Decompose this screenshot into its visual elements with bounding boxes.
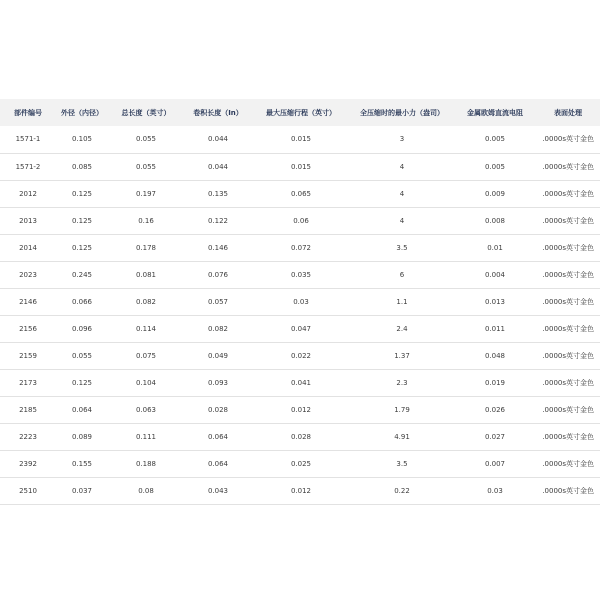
table-cell: 0.015: [252, 153, 350, 180]
table-cell: 0.037: [56, 477, 108, 504]
table-header-row: [0, 99, 600, 126]
table-cell: .0000s英寸金色: [536, 288, 600, 315]
table-cell: .0000s英寸金色: [536, 126, 600, 153]
table-cell: .0000s英寸金色: [536, 477, 600, 504]
table-cell: 3.5: [350, 450, 454, 477]
table-cell: 2014: [0, 234, 56, 261]
table-row: [0, 288, 600, 315]
table-cell: 0.105: [56, 126, 108, 153]
table-cell: 1.79: [350, 396, 454, 423]
table-cell: 0.03: [252, 288, 350, 315]
table-cell: 0.089: [56, 423, 108, 450]
table-cell: 0.009: [454, 180, 536, 207]
table-cell: 0.027: [454, 423, 536, 450]
table-cell: 0.06: [252, 207, 350, 234]
table-row: [0, 315, 600, 342]
table-cell: 0.055: [108, 126, 184, 153]
table-cell: 4: [350, 153, 454, 180]
table-row: [0, 180, 600, 207]
table-cell: .0000s英寸金色: [536, 207, 600, 234]
table-cell: .0000s英寸金色: [536, 423, 600, 450]
column-header: 总长度（英寸）: [121, 108, 171, 117]
table-row: [0, 234, 600, 261]
column-header: 卷积长度（In）: [193, 108, 243, 117]
table-cell: 0.135: [184, 180, 252, 207]
table-cell: 0.125: [56, 180, 108, 207]
table-cell: 0.155: [56, 450, 108, 477]
table-cell: 2173: [0, 369, 56, 396]
table-cell: 0.044: [184, 126, 252, 153]
table-cell: .0000s英寸金色: [536, 369, 600, 396]
table-cell: 0.011: [454, 315, 536, 342]
table-cell: 0.075: [108, 342, 184, 369]
table-cell: 0.096: [56, 315, 108, 342]
table-cell: 0.08: [108, 477, 184, 504]
table-cell: 0.01: [454, 234, 536, 261]
column-header: 最大压缩行程（英寸）: [266, 108, 336, 117]
table-cell: 2146: [0, 288, 56, 315]
table-cell: 0.064: [56, 396, 108, 423]
table-cell: 0.104: [108, 369, 184, 396]
column-header: 金属欧姆直流电阻: [467, 108, 523, 117]
table-cell: 0.041: [252, 369, 350, 396]
table-cell: 2012: [0, 180, 56, 207]
table-cell: 0.019: [454, 369, 536, 396]
table-cell: 0.066: [56, 288, 108, 315]
table-cell: 0.064: [184, 450, 252, 477]
table-cell: 0.082: [184, 315, 252, 342]
table-cell: 4: [350, 180, 454, 207]
table-cell: 0.008: [454, 207, 536, 234]
table-cell: 0.013: [454, 288, 536, 315]
table-cell: 0.125: [56, 207, 108, 234]
table-cell: 0.125: [56, 369, 108, 396]
table-cell: .0000s英寸金色: [536, 396, 600, 423]
spec-table-container: [0, 99, 600, 505]
spec-table: [0, 99, 600, 505]
table-cell: 0.007: [454, 450, 536, 477]
table-cell: 2159: [0, 342, 56, 369]
column-header: 外径（内径）: [61, 108, 103, 117]
table-cell: 2156: [0, 315, 56, 342]
table-cell: 2023: [0, 261, 56, 288]
table-row: [0, 450, 600, 477]
table-cell: 0.146: [184, 234, 252, 261]
table-cell: 0.122: [184, 207, 252, 234]
table-cell: 0.048: [454, 342, 536, 369]
table-row: [0, 477, 600, 504]
table-cell: .0000s英寸金色: [536, 450, 600, 477]
table-cell: 0.015: [252, 126, 350, 153]
table-cell: 2185: [0, 396, 56, 423]
table-cell: 0.245: [56, 261, 108, 288]
table-row: [0, 207, 600, 234]
table-cell: 0.047: [252, 315, 350, 342]
table-cell: 2510: [0, 477, 56, 504]
table-cell: 0.028: [252, 423, 350, 450]
table-cell: 0.114: [108, 315, 184, 342]
table-row: [0, 342, 600, 369]
table-cell: 0.03: [454, 477, 536, 504]
column-header: 部件编号: [14, 108, 42, 117]
table-cell: 0.044: [184, 153, 252, 180]
table-cell: 0.022: [252, 342, 350, 369]
table-cell: 0.005: [454, 126, 536, 153]
column-header: 表面处理: [554, 108, 582, 117]
table-cell: 0.028: [184, 396, 252, 423]
table-cell: 1.37: [350, 342, 454, 369]
table-cell: 0.025: [252, 450, 350, 477]
table-row: [0, 396, 600, 423]
table-cell: 0.035: [252, 261, 350, 288]
table-cell: 0.125: [56, 234, 108, 261]
table-cell: .0000s英寸金色: [536, 261, 600, 288]
table-cell: 0.004: [454, 261, 536, 288]
table-cell: 0.064: [184, 423, 252, 450]
table-cell: 0.055: [108, 153, 184, 180]
table-cell: 0.081: [108, 261, 184, 288]
table-cell: .0000s英寸金色: [536, 234, 600, 261]
table-cell: .0000s英寸金色: [536, 342, 600, 369]
table-cell: 0.188: [108, 450, 184, 477]
table-cell: 0.076: [184, 261, 252, 288]
table-cell: 1.1: [350, 288, 454, 315]
table-cell: 2.3: [350, 369, 454, 396]
table-cell: 0.055: [56, 342, 108, 369]
table-cell: 0.026: [454, 396, 536, 423]
table-row: [0, 153, 600, 180]
table-cell: 6: [350, 261, 454, 288]
table-cell: 2223: [0, 423, 56, 450]
table-cell: 0.22: [350, 477, 454, 504]
table-cell: 3.5: [350, 234, 454, 261]
table-cell: 1571-1: [0, 126, 56, 153]
table-cell: 0.012: [252, 396, 350, 423]
table-cell: 0.178: [108, 234, 184, 261]
table-cell: 0.065: [252, 180, 350, 207]
table-cell: 2392: [0, 450, 56, 477]
table-cell: 0.111: [108, 423, 184, 450]
table-cell: .0000s英寸金色: [536, 315, 600, 342]
table-cell: 0.16: [108, 207, 184, 234]
table-body: [0, 126, 600, 504]
table-cell: .0000s英寸金色: [536, 180, 600, 207]
table-cell: .0000s英寸金色: [536, 153, 600, 180]
column-header: 全压缩时的最小力（盎司）: [360, 108, 444, 117]
table-cell: 0.082: [108, 288, 184, 315]
table-cell: 0.072: [252, 234, 350, 261]
table-cell: 0.049: [184, 342, 252, 369]
table-cell: 0.012: [252, 477, 350, 504]
table-cell: 0.005: [454, 153, 536, 180]
table-cell: 3: [350, 126, 454, 153]
table-cell: 1571-2: [0, 153, 56, 180]
table-row: [0, 261, 600, 288]
table-row: [0, 369, 600, 396]
table-cell: 0.043: [184, 477, 252, 504]
table-cell: 0.093: [184, 369, 252, 396]
table-cell: 2.4: [350, 315, 454, 342]
table-cell: 0.197: [108, 180, 184, 207]
table-row: [0, 126, 600, 153]
table-cell: 0.085: [56, 153, 108, 180]
table-cell: 0.057: [184, 288, 252, 315]
table-cell: 0.063: [108, 396, 184, 423]
table-cell: 4: [350, 207, 454, 234]
table-cell: 4.91: [350, 423, 454, 450]
table-cell: 2013: [0, 207, 56, 234]
table-row: [0, 423, 600, 450]
